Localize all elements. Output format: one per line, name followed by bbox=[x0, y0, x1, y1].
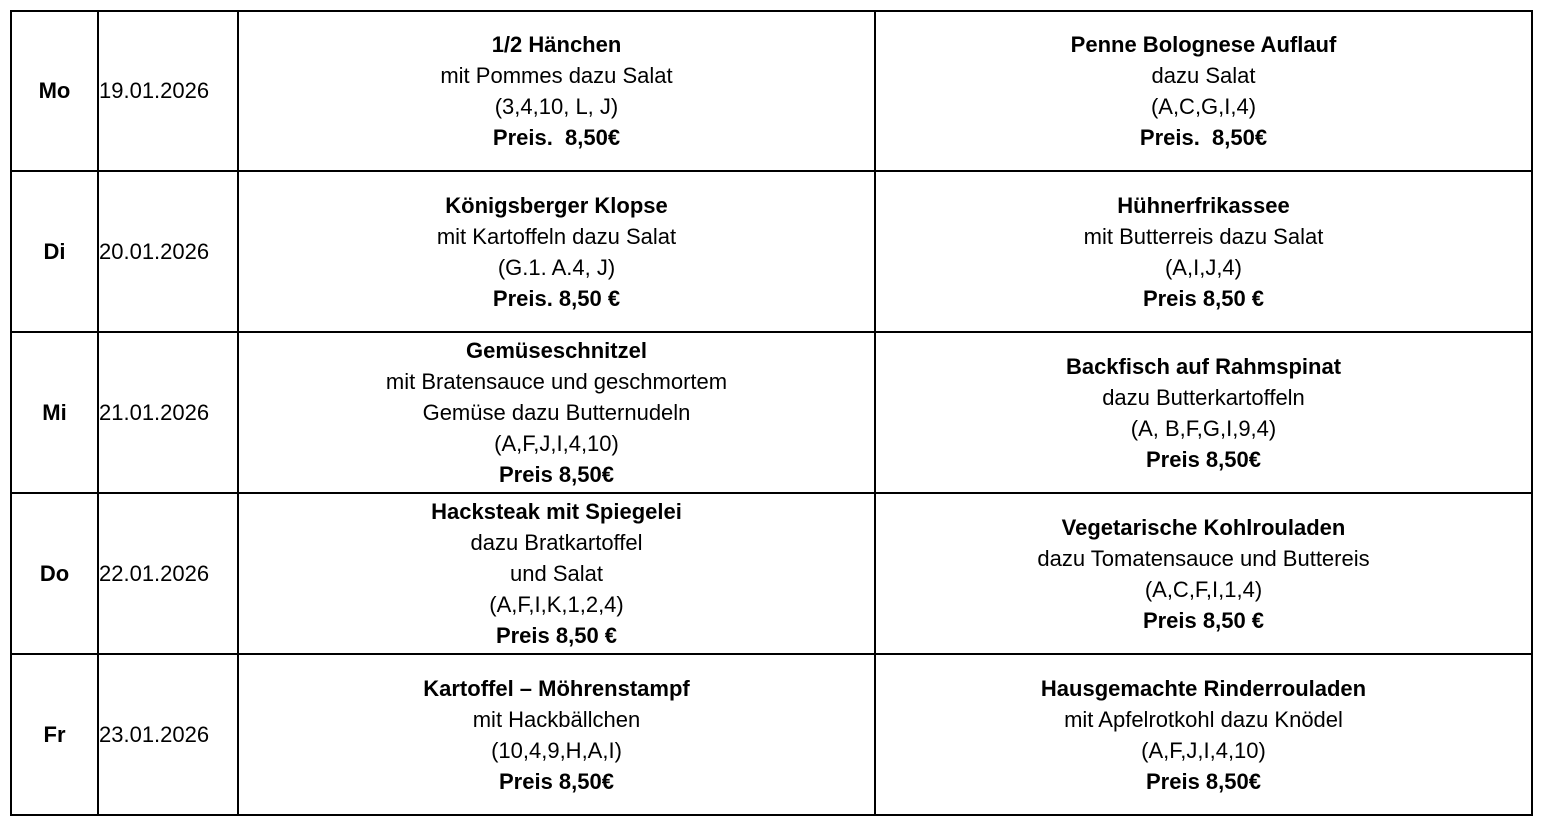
dish-allergens: (A,I,J,4) bbox=[1164, 254, 1242, 280]
dish-cell-2 bbox=[875, 654, 1532, 815]
dish-price: Preis 8,50€ bbox=[499, 768, 614, 794]
dish-description: dazu Salat bbox=[1151, 63, 1256, 88]
menu-row-friday bbox=[11, 654, 1532, 815]
dish-price: Preis 8,50 € bbox=[1142, 607, 1265, 633]
menu-row-tuesday bbox=[11, 171, 1532, 332]
dish-price: Preis. 8,50€ bbox=[1139, 125, 1268, 150]
dish-price: Preis. 8,50 € bbox=[492, 285, 621, 311]
date-cell: 23.01.2026 bbox=[98, 654, 238, 815]
dish-cell-2 bbox=[875, 171, 1532, 332]
dish-cell-2 bbox=[875, 332, 1532, 493]
dish-description: und Salat bbox=[510, 561, 603, 586]
menu-row-monday bbox=[11, 11, 1532, 171]
dish-allergens: (A,C,F,I,1,4) bbox=[1144, 576, 1263, 602]
dish-description: mit Butterreis dazu Salat bbox=[1083, 223, 1324, 249]
menu-row-thursday bbox=[11, 493, 1532, 654]
dish-description: dazu Bratkartoffel bbox=[470, 530, 643, 555]
dish-cell-1 bbox=[238, 493, 875, 654]
dish-cell-1 bbox=[238, 654, 875, 815]
dish-price: Preis 8,50€ bbox=[1146, 446, 1261, 472]
dish-description: mit Apfelrotkohl dazu Knödel bbox=[1064, 706, 1343, 732]
dish-allergens: (A,F,J,I,4,10) bbox=[1141, 737, 1266, 763]
dish-allergens: (G.1. A.4, J) bbox=[497, 254, 616, 280]
dish-allergens: (A,C,G,I,4) bbox=[1150, 94, 1257, 119]
dish-description: mit Hackbällchen bbox=[472, 706, 641, 732]
menu-body bbox=[11, 11, 1532, 815]
dish-name: 1/2 Hänchen bbox=[491, 32, 622, 57]
dish-allergens: (10,4,9,H,A,I) bbox=[491, 737, 622, 763]
dish-allergens: (A, B,F,G,I,9,4) bbox=[1130, 415, 1277, 441]
dish-price: Preis 8,50€ bbox=[1146, 768, 1261, 794]
date-cell: 19.01.2026 bbox=[98, 11, 238, 171]
dish-description: dazu Tomatensauce und Buttereis bbox=[1037, 545, 1370, 571]
weekday-cell: Mi bbox=[11, 332, 98, 493]
weekly-menu-table bbox=[10, 10, 1533, 816]
dish-name: Vegetarische Kohlrouladen bbox=[1061, 514, 1346, 540]
dish-name: Hausgemachte Rinderrouladen bbox=[1040, 675, 1367, 701]
dish-price: Preis 8,50 € bbox=[495, 623, 618, 648]
dish-name: Gemüseschnitzel bbox=[466, 338, 647, 363]
date-cell: 20.01.2026 bbox=[98, 171, 238, 332]
dish-description: mit Pommes dazu Salat bbox=[440, 63, 673, 88]
dish-description: mit Bratensauce und geschmortem bbox=[385, 369, 728, 394]
dish-price: Preis 8,50€ bbox=[499, 462, 614, 487]
dish-cell-1 bbox=[238, 171, 875, 332]
dish-price: Preis. 8,50€ bbox=[492, 125, 621, 150]
weekday-cell: Fr bbox=[11, 654, 98, 815]
dish-name: Hühnerfrikassee bbox=[1117, 192, 1290, 218]
menu-row-wednesday bbox=[11, 332, 1532, 493]
dish-price: Preis 8,50 € bbox=[1142, 285, 1265, 311]
dish-description: mit Kartoffeln dazu Salat bbox=[436, 223, 677, 249]
dish-cell-1 bbox=[238, 11, 875, 171]
weekday-cell: Mo bbox=[11, 11, 98, 171]
dish-name: Backfisch auf Rahmspinat bbox=[1065, 353, 1342, 379]
dish-name: Penne Bolognese Auflauf bbox=[1070, 32, 1337, 57]
date-cell: 21.01.2026 bbox=[98, 332, 238, 493]
date-cell: 22.01.2026 bbox=[98, 493, 238, 654]
dish-name: Kartoffel – Möhrenstampf bbox=[423, 675, 690, 701]
dish-cell-1 bbox=[238, 332, 875, 493]
dish-description: dazu Butterkartoffeln bbox=[1102, 384, 1305, 410]
dish-name: Königsberger Klopse bbox=[445, 192, 668, 218]
weekday-cell: Di bbox=[11, 171, 98, 332]
dish-description: Gemüse dazu Butternudeln bbox=[422, 400, 691, 425]
dish-cell-2 bbox=[875, 11, 1532, 171]
dish-cell-2 bbox=[875, 493, 1532, 654]
dish-allergens: (3,4,10, L, J) bbox=[494, 94, 619, 119]
dish-name: Hacksteak mit Spiegelei bbox=[431, 499, 682, 524]
dish-allergens: (A,F,I,K,1,2,4) bbox=[489, 592, 624, 617]
dish-allergens: (A,F,J,I,4,10) bbox=[494, 431, 619, 456]
weekday-cell: Do bbox=[11, 493, 98, 654]
